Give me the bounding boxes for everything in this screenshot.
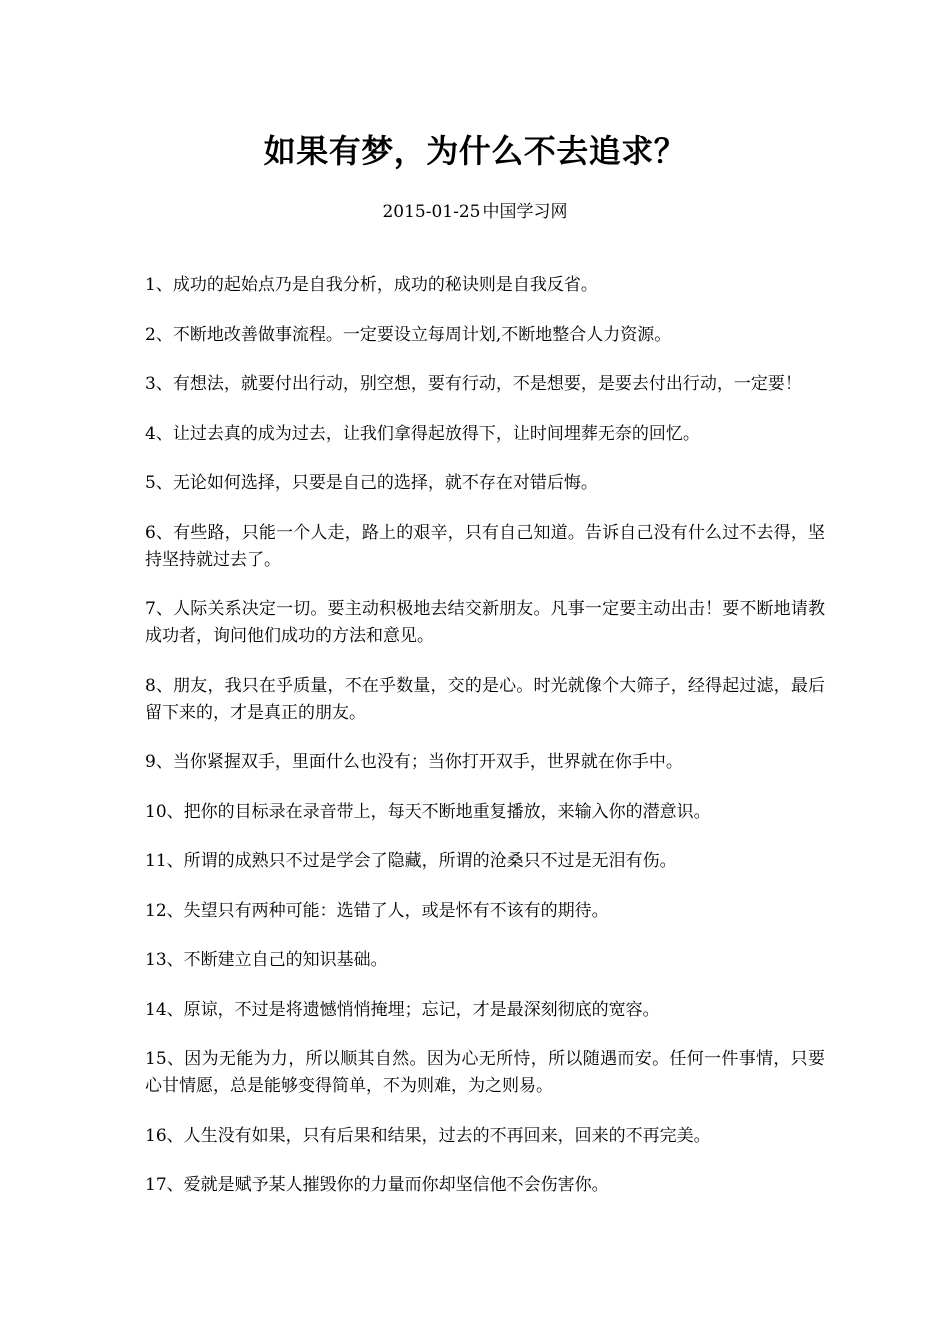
list-item: 15、因为无能为力，所以顺其自然。因为心无所恃，所以随遇而安。任何一件事情，只要心甘情愿，总是能够变得简单，不为则难，为之则易。 bbox=[145, 1049, 825, 1096]
list-item: 1、成功的起始点乃是自我分析，成功的秘诀则是自我反省。 bbox=[145, 275, 598, 295]
list-item: 12、失望只有两种可能：选错了人，或是怀有不该有的期待。 bbox=[145, 900, 609, 921]
list-item: 6、有些路，只能一个人走，路上的艰辛，只有自己知道。告诉自己没有什么过不去得，坚持坚持就过去了。 bbox=[145, 522, 825, 570]
document-meta bbox=[0, 200, 950, 224]
list-item: 2、不断地改善做事流程。一定要设立每周计划,不断地整合人力资源。 bbox=[145, 324, 672, 345]
list-item: 4、让过去真的成为过去，让我们拿得起放得下，让时间埋葬无奈的回忆。 bbox=[145, 423, 700, 444]
source-name: 中国学习网 bbox=[482, 202, 568, 222]
article-body bbox=[145, 272, 825, 1222]
list-item: 13、不断建立自己的知识基础。 bbox=[145, 950, 388, 970]
list-item: 8、朋友，我只在乎质量，不在乎数量，交的是心。时光就像个大筛子，经得起过滤，最后留下来的，才是真正的朋友。 bbox=[145, 675, 825, 723]
list-item: 10、把你的目标录在录音带上，每天不断地重复播放，来输入你的潜意识。 bbox=[145, 801, 711, 822]
list-item: 9、当你紧握双手，里面什么也没有；当你打开双手，世界就在你手中。 bbox=[145, 752, 683, 772]
list-item: 16、人生没有如果，只有后果和结果，过去的不再回来，回来的不再完美。 bbox=[145, 1125, 711, 1146]
list-item: 17、爱就是赋予某人摧毁你的力量而你却坚信他不会伤害你。 bbox=[145, 1175, 609, 1195]
list-item: 11、所谓的成熟只不过是学会了隐藏，所谓的沧桑只不过是无泪有伤。 bbox=[145, 851, 677, 871]
document-title: 如果有梦，为什么不去追求？ bbox=[263, 132, 687, 170]
list-item: 3、有想法，就要付出行动，别空想，要有行动，不是想要，是要去付出行动，一定要！ bbox=[145, 374, 802, 394]
publish-date: 2015-01-25 bbox=[382, 202, 481, 222]
list-item: 7、人际关系决定一切。要主动积极地去结交新朋友。凡事一定要主动出击！要不断地请教成功者，询问他们成功的方法和意见。 bbox=[145, 599, 825, 646]
list-item: 14、原谅，不过是将遗憾悄悄掩埋；忘记，才是最深刻彻底的宽容。 bbox=[145, 999, 660, 1020]
list-item: 5、无论如何选择，只要是自己的选择，就不存在对错后悔。 bbox=[145, 473, 598, 493]
